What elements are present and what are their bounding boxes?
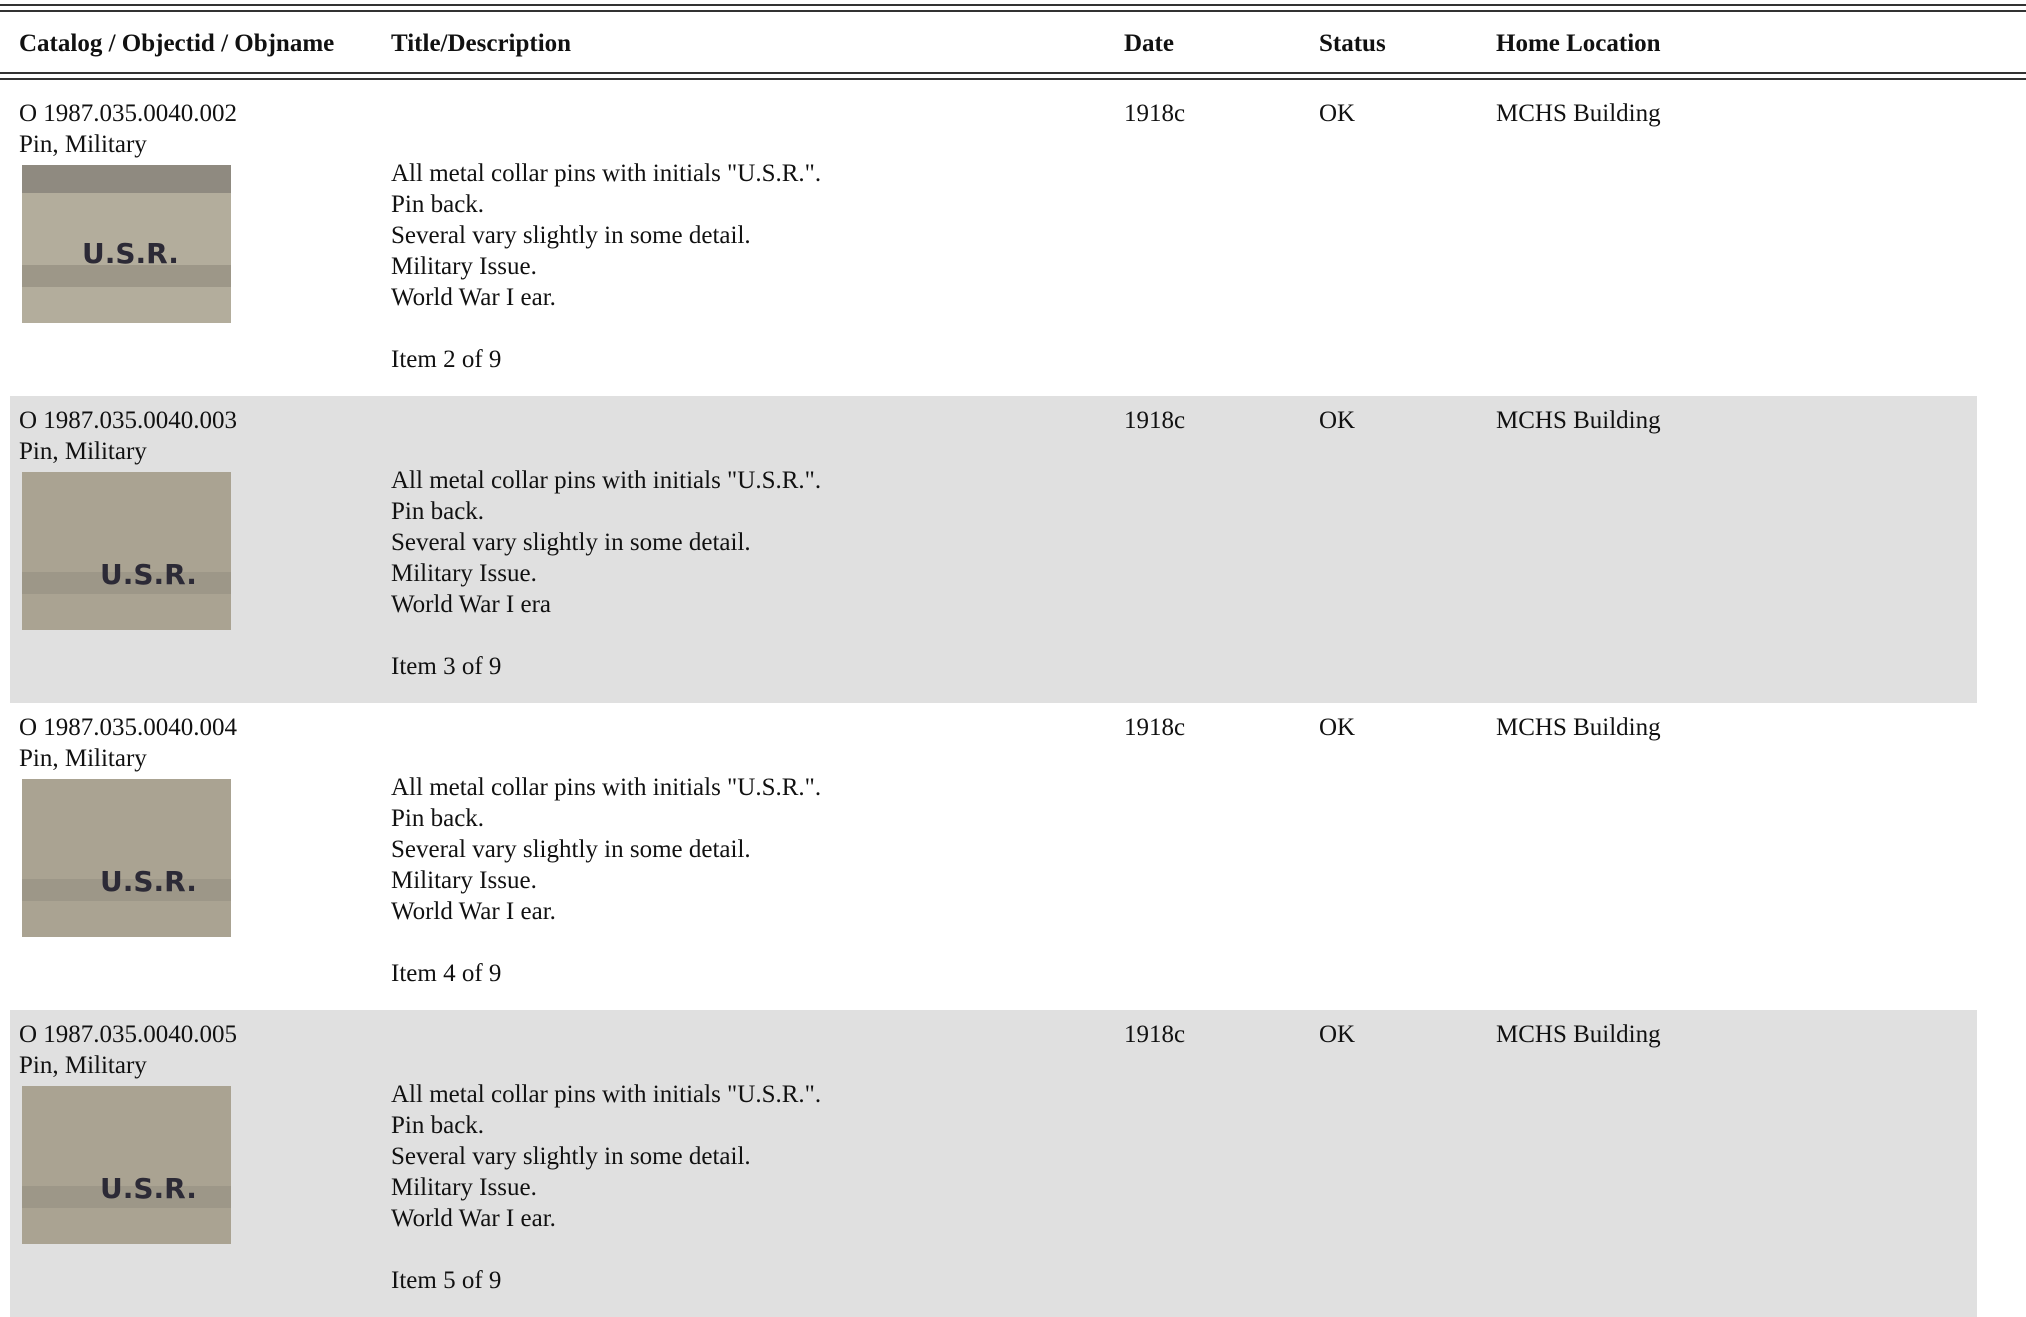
item-count: Item 2 of 9 xyxy=(391,346,502,373)
pin-initials: U.S.R. xyxy=(100,1172,197,1205)
catalog-id[interactable]: O 1987.035.0040.003 xyxy=(19,407,238,434)
status-cell: OK xyxy=(1319,407,1356,434)
description-line: Several vary slightly in some detail. xyxy=(391,1143,751,1170)
description-cell xyxy=(391,158,821,375)
description-line: Military Issue. xyxy=(391,560,537,587)
table-row xyxy=(10,89,1977,396)
description-line: World War I ear. xyxy=(391,1205,556,1232)
header-catalog: Catalog / Objectid / Objname xyxy=(19,30,335,57)
catalog-cell xyxy=(19,1019,237,1081)
catalog-cell xyxy=(19,712,237,774)
header-title: Title/Description xyxy=(391,30,572,57)
pin-photo-icon xyxy=(22,472,231,630)
object-thumbnail[interactable] xyxy=(22,472,231,630)
location-cell: MCHS Building xyxy=(1496,714,1661,741)
header-double-rule-2 xyxy=(0,78,2026,80)
date-cell: 1918c xyxy=(1124,714,1186,741)
catalog-id[interactable]: O 1987.035.0040.005 xyxy=(19,1021,238,1048)
description-line: World War I ear. xyxy=(391,898,556,925)
description-line: Several vary slightly in some detail. xyxy=(391,529,751,556)
object-name: Pin, Military xyxy=(19,438,147,465)
description-cell xyxy=(391,772,821,989)
location-cell: MCHS Building xyxy=(1496,100,1661,127)
item-count: Item 4 of 9 xyxy=(391,960,502,987)
description-cell xyxy=(391,1079,821,1296)
description-line: Several vary slightly in some detail. xyxy=(391,222,751,249)
description-line: Military Issue. xyxy=(391,867,537,894)
table-row xyxy=(10,1010,1977,1317)
item-count: Item 5 of 9 xyxy=(391,1267,502,1294)
status-cell: OK xyxy=(1319,1021,1356,1048)
description-line: Military Issue. xyxy=(391,1174,537,1201)
table-row xyxy=(10,396,1977,703)
description-line: All metal collar pins with initials "U.S.R.". xyxy=(391,467,822,494)
object-thumbnail[interactable] xyxy=(22,165,231,323)
header-double-rule-1 xyxy=(0,72,2026,74)
object-name: Pin, Military xyxy=(19,1052,147,1079)
pin-initials: U.S.R. xyxy=(82,237,179,270)
catalog-id[interactable]: O 1987.035.0040.002 xyxy=(19,100,238,127)
object-name: Pin, Military xyxy=(19,745,147,772)
description-line: All metal collar pins with initials "U.S.R.". xyxy=(391,160,822,187)
description-line: Pin back. xyxy=(391,805,485,832)
pin-photo-icon xyxy=(22,1086,231,1244)
description-line: Pin back. xyxy=(391,1112,485,1139)
description-line: World War I era xyxy=(391,591,552,618)
date-cell: 1918c xyxy=(1124,407,1186,434)
object-thumbnail[interactable] xyxy=(22,1086,231,1244)
header-status: Status xyxy=(1319,30,1386,57)
pin-photo-icon xyxy=(22,779,231,937)
item-count: Item 3 of 9 xyxy=(391,653,502,680)
catalog-cell xyxy=(19,98,237,160)
object-name: Pin, Military xyxy=(19,131,147,158)
date-cell: 1918c xyxy=(1124,100,1186,127)
location-cell: MCHS Building xyxy=(1496,407,1661,434)
description-line: All metal collar pins with initials "U.S.R.". xyxy=(391,1081,822,1108)
header-location: Home Location xyxy=(1496,30,1661,57)
description-line: Several vary slightly in some detail. xyxy=(391,836,751,863)
description-line: All metal collar pins with initials "U.S.R.". xyxy=(391,774,822,801)
description-line: Military Issue. xyxy=(391,253,537,280)
top-double-rule-1 xyxy=(0,4,2026,6)
location-cell: MCHS Building xyxy=(1496,1021,1661,1048)
header-date: Date xyxy=(1124,30,1174,57)
description-cell xyxy=(391,465,821,682)
catalog-id[interactable]: O 1987.035.0040.004 xyxy=(19,714,238,741)
table-header xyxy=(0,14,2026,74)
status-cell: OK xyxy=(1319,714,1356,741)
description-line: Pin back. xyxy=(391,498,485,525)
catalog-cell xyxy=(19,405,237,467)
date-cell: 1918c xyxy=(1124,1021,1186,1048)
description-line: Pin back. xyxy=(391,191,485,218)
object-thumbnail[interactable] xyxy=(22,779,231,937)
description-line: World War I ear. xyxy=(391,284,556,311)
status-cell: OK xyxy=(1319,100,1356,127)
top-double-rule-2 xyxy=(0,10,2026,12)
pin-photo-icon xyxy=(22,165,231,323)
table-row xyxy=(10,703,1977,1010)
pin-initials: U.S.R. xyxy=(100,558,197,591)
pin-initials: U.S.R. xyxy=(100,865,197,898)
